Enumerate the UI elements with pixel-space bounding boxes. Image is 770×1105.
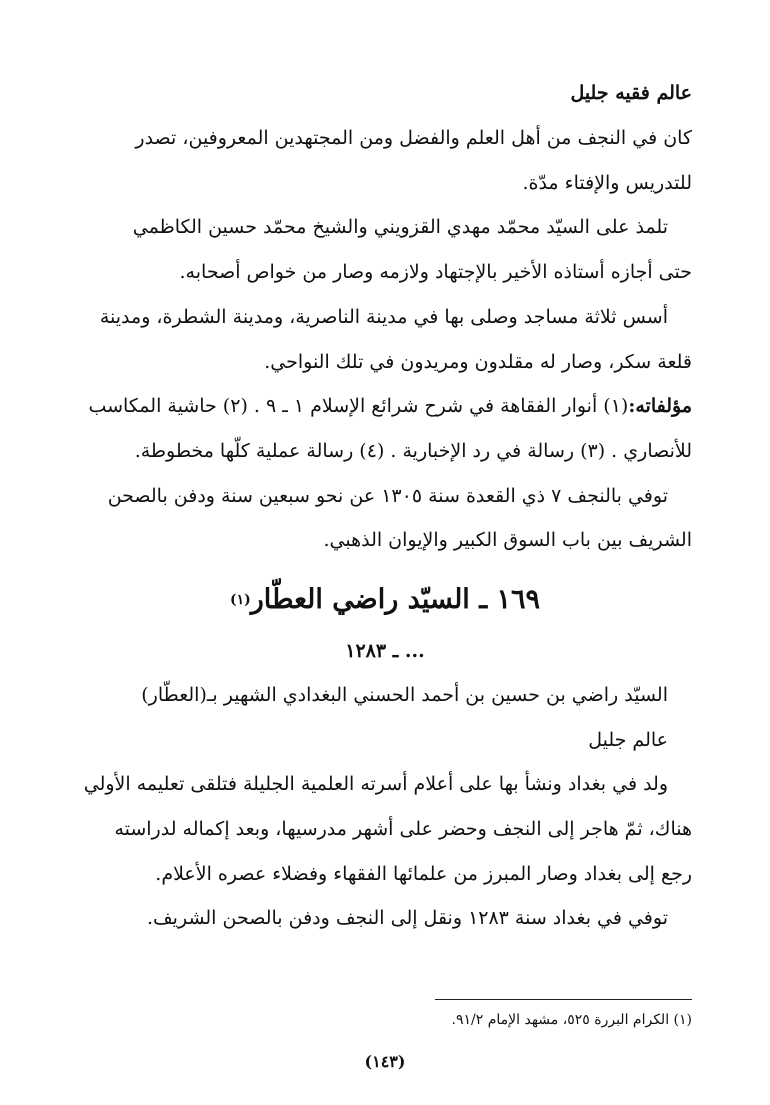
prev-works-line-2: للأنصاري . (٣) رسالة في رد الإخبارية . (٤) رسالة عملية كلّها مخطوطة. <box>134 439 692 462</box>
works-text-1: (١) أنوار الفقاهة في شرح شرائع الإسلام ١ ـ ٩ . (٢) حاشية المكاسب <box>88 395 629 418</box>
footnote-divider <box>435 999 692 1000</box>
prev-paragraph-3-line-2: قلعة سكر، وصار له مقلدون ومريدون في تلك النواحي. <box>264 350 692 373</box>
footnote: (١) الكرام البررة ٥٢٥، مشهد الإمام ٩١/٢. <box>451 1012 692 1028</box>
main-text <box>78 72 692 942</box>
entry-paragraph-1-line-2: هناك، ثمّ هاجر إلى النجف وحضر على أشهر مدرسيها، وبعد إكماله لدراسته <box>114 818 692 841</box>
prev-paragraph-2-line-1: تلمذ على السيّد محمّد مهدي القزويني والشيخ محمّد حسين الكاظمي <box>132 216 668 239</box>
entry-paragraph-1-line-1: ولد في بغداد ونشأ بها على أعلام أسرته العلمية الجليلة فتلقى تعليمه الأولي <box>83 773 668 796</box>
prev-title-line: عالم فقيه جليل <box>570 82 692 105</box>
entry-paragraph-1-line-3: رجع إلى بغداد وصار المبرز من علمائها الفقهاء وفضلاء عصره الأعلام. <box>155 862 692 885</box>
entry-death-line: توفي في بغداد سنة ١٢٨٣ ونقل إلى النجف ودفن بالصحن الشريف. <box>146 907 668 930</box>
prev-paragraph-2-line-2: حتى أجازه أستاذه الأخير بالإجتهاد ولازمه وصار من خواص أصحابه. <box>179 261 692 284</box>
prev-death-line-1: توفي بالنجف ٧ ذي القعدة سنة ١٣٠٥ عن نحو سبعين سنة ودفن بالصحن <box>107 484 668 507</box>
prev-death-line-2: الشريف بين باب السوق الكبير والإيوان الذهبي. <box>323 529 692 552</box>
entry-heading-text: ١٦٩ ـ السيّد راضي العطّار <box>250 584 541 616</box>
works-label: مؤلفاته: <box>628 395 692 418</box>
entry-title-line: عالم جليل <box>588 728 668 751</box>
entry-heading-footnote-ref: (١) <box>229 591 251 608</box>
prev-paragraph-1-line-2: للتدريس والإفتاء مدّة. <box>522 171 692 194</box>
entry-dates: ... ـ ١٢٨٣ <box>345 639 425 662</box>
prev-works-line-1 <box>78 385 692 430</box>
entry-name-line: السيّد راضي بن حسين بن أحمد الحسني البغدادي الشهير بـ(العطّار) <box>141 683 668 706</box>
prev-paragraph-1-line-1: كان في النجف من أهل العلم والفضل ومن المجتهدين المعروفين، تصدر <box>135 127 692 150</box>
entry-heading <box>78 570 692 630</box>
page-number: (١٤٣) <box>364 1052 406 1071</box>
prev-paragraph-3-line-1: أسس ثلاثة مساجد وصلى بها في مدينة الناصرية، ومدينة الشطرة، ومدينة <box>99 305 668 328</box>
